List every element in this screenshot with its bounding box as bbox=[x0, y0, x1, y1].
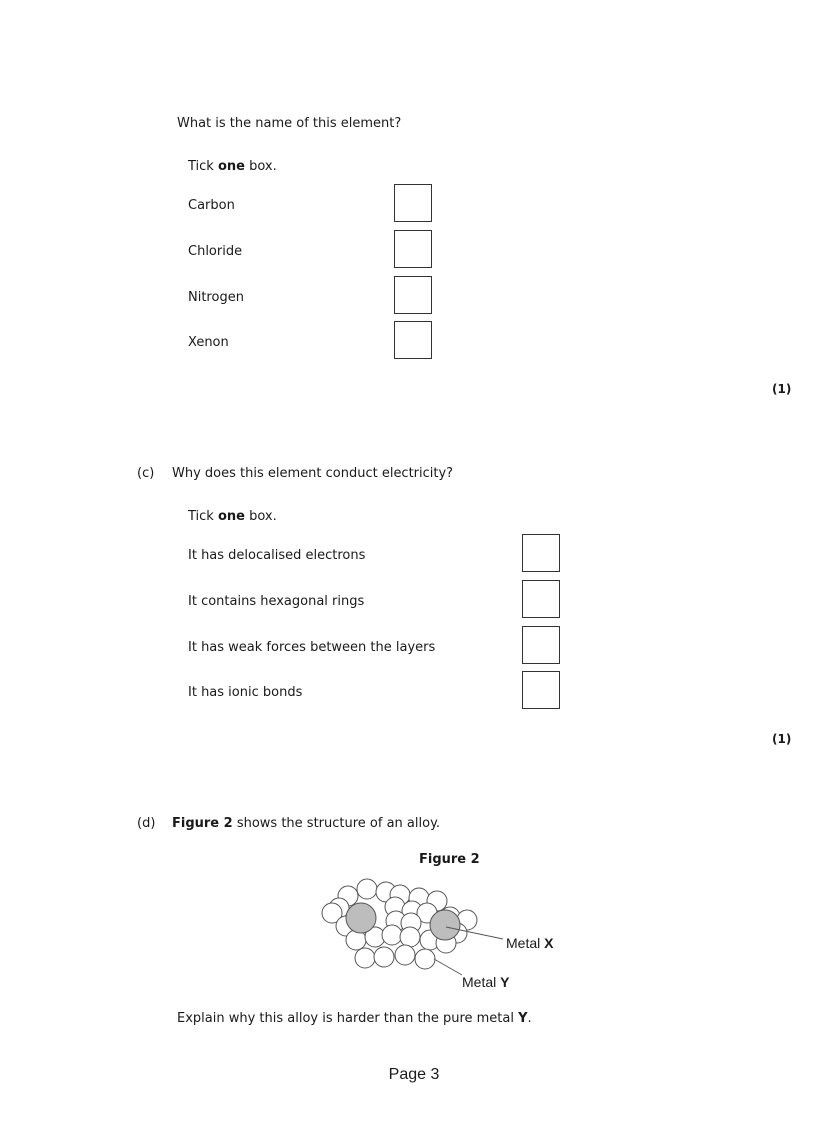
metal-x-label: Metal X bbox=[506, 935, 554, 951]
option-hexagonal-label: It contains hexagonal rings bbox=[188, 594, 365, 609]
question-d-text: Figure 2 shows the structure of an alloy. bbox=[172, 816, 441, 831]
option-nitrogen-label: Nitrogen bbox=[188, 290, 244, 305]
metal-x-atom bbox=[346, 903, 376, 933]
metal-y-atom bbox=[400, 927, 420, 947]
metal-y-atom bbox=[355, 948, 375, 968]
metal-y-atom bbox=[395, 945, 415, 965]
question-b-instruction: Tick one box. bbox=[188, 159, 277, 174]
figure-title: Figure 2 bbox=[419, 852, 480, 867]
page-number: Page 3 bbox=[388, 1066, 440, 1083]
checkbox-weak-forces[interactable] bbox=[522, 626, 560, 664]
metal-y-atom bbox=[374, 947, 394, 967]
question-c-text: Why does this element conduct electricity? bbox=[172, 466, 454, 481]
question-c-instruction: Tick one box. bbox=[188, 509, 277, 524]
metal-y-atom bbox=[382, 925, 402, 945]
metal-x-atom bbox=[430, 910, 460, 940]
option-chloride-label: Chloride bbox=[188, 244, 243, 259]
option-ionic-label: It has ionic bonds bbox=[188, 685, 303, 700]
question-c-label: (c) bbox=[137, 466, 155, 481]
question-c-mark: (1) bbox=[772, 732, 792, 746]
checkbox-chloride[interactable] bbox=[394, 230, 432, 268]
checkbox-carbon[interactable] bbox=[394, 184, 432, 222]
question-d-label: (d) bbox=[137, 816, 156, 831]
checkbox-nitrogen[interactable] bbox=[394, 276, 432, 314]
checkbox-xenon[interactable] bbox=[394, 321, 432, 359]
checkbox-delocalised[interactable] bbox=[522, 534, 560, 572]
checkbox-hexagonal[interactable] bbox=[522, 580, 560, 618]
metal-y-atom bbox=[357, 879, 377, 899]
checkbox-ionic[interactable] bbox=[522, 671, 560, 709]
option-weak-forces-label: It has weak forces between the layers bbox=[188, 640, 436, 655]
metal-y-pointer bbox=[434, 959, 462, 975]
metal-y-atom bbox=[415, 949, 435, 969]
question-b-text: What is the name of this element? bbox=[177, 116, 402, 131]
option-xenon-label: Xenon bbox=[188, 335, 229, 350]
option-delocalised-label: It has delocalised electrons bbox=[188, 548, 366, 563]
metal-y-label: Metal Y bbox=[462, 974, 510, 990]
option-carbon-label: Carbon bbox=[188, 198, 235, 213]
question-b-mark: (1) bbox=[772, 382, 792, 396]
question-d-explain: Explain why this alloy is harder than the pure metal Y. bbox=[177, 1011, 532, 1026]
